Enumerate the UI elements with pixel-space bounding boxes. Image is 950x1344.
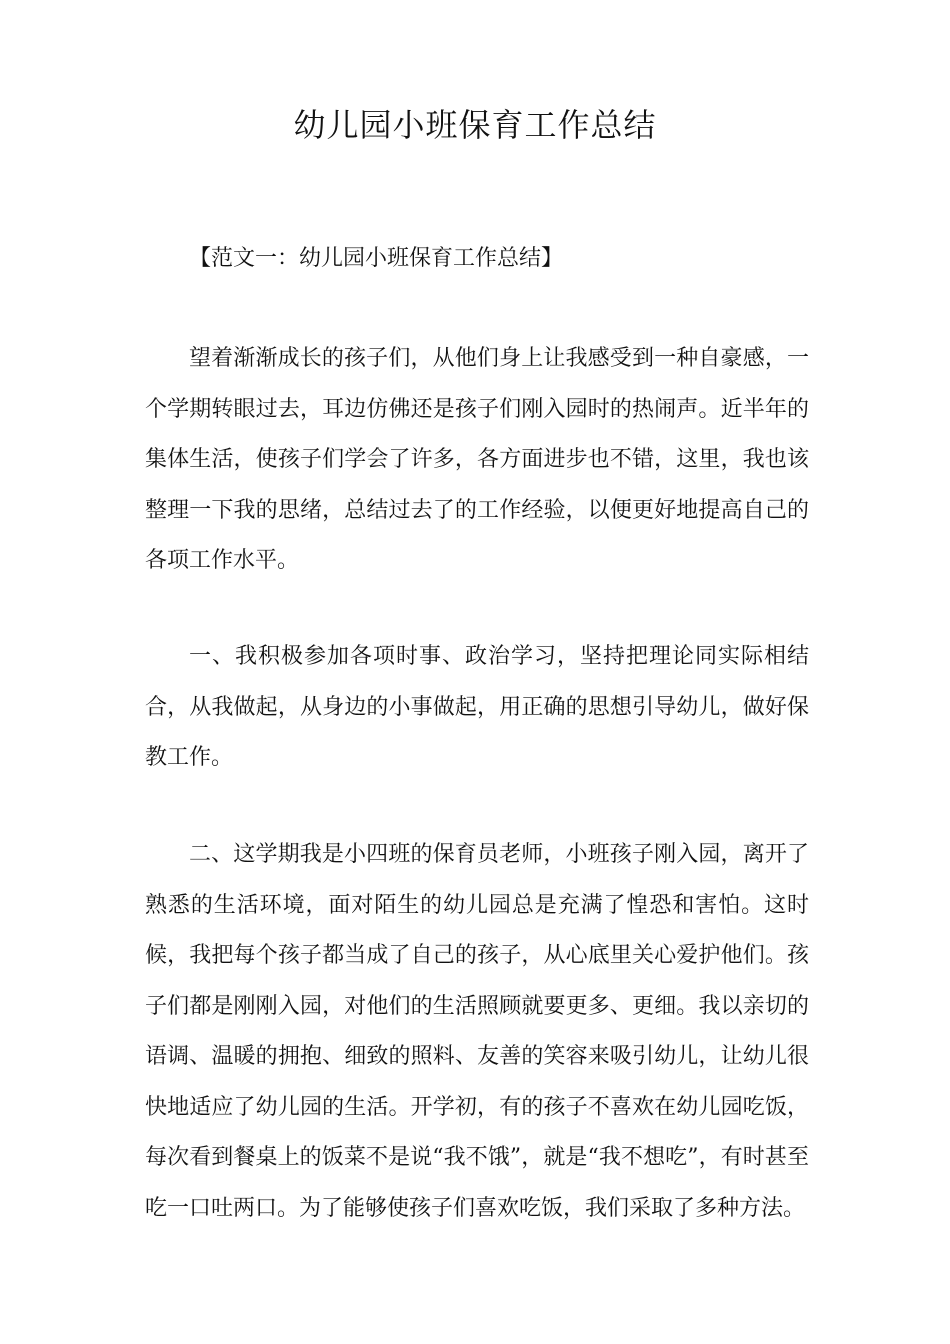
- document-title: 幼儿园小班保育工作总结: [293, 106, 657, 144]
- paragraph-point-one: 一、我积极参加各项时事、政治学习，坚持把理论同实际相结合，从我做起，从身边的小事做起，用正确的思想引导幼儿，做好保教工作。: [145, 644, 809, 770]
- paragraph-intro: 望着渐渐成长的孩子们，从他们身上让我感受到一种自豪感，一个学期转眼过去，耳边仿佛还是孩子们刚入园时的热闹声。近半年的集体生活，使孩子们学会了许多，各方面进步也不错，这里，我也该整理一下我的思绪，总结过去了的工作经验，以便更好地提高自己的各项工作水平。: [145, 346, 809, 573]
- section-heading: 【范文一：幼儿园小班保育工作总结】: [189, 246, 564, 271]
- paragraph-point-two: 二、这学期我是小四班的保育员老师，小班孩子刚入园，离开了熟悉的生活环境，面对陌生的幼儿园总是充满了惶恐和害怕。这时候，我把每个孩子都当成了自己的孩子，从心底里关心爱护他们。孩子们都是刚刚入园，对他们的生活照顾就要更多、更细。我以亲切的语调、温暖的拥抱、细致的照料、友善的笑容来吸引幼儿，让幼儿很快地适应了幼儿园的生活。开学初，有的孩子不喜欢在幼儿园吃饭，每次看到餐桌上的饭菜不是说“我不饿”，就是“我不想吃”，有时甚至吃一口吐两口。为了能够使孩子们喜欢吃饭，我们采取了多种方法。: [145, 842, 809, 1221]
